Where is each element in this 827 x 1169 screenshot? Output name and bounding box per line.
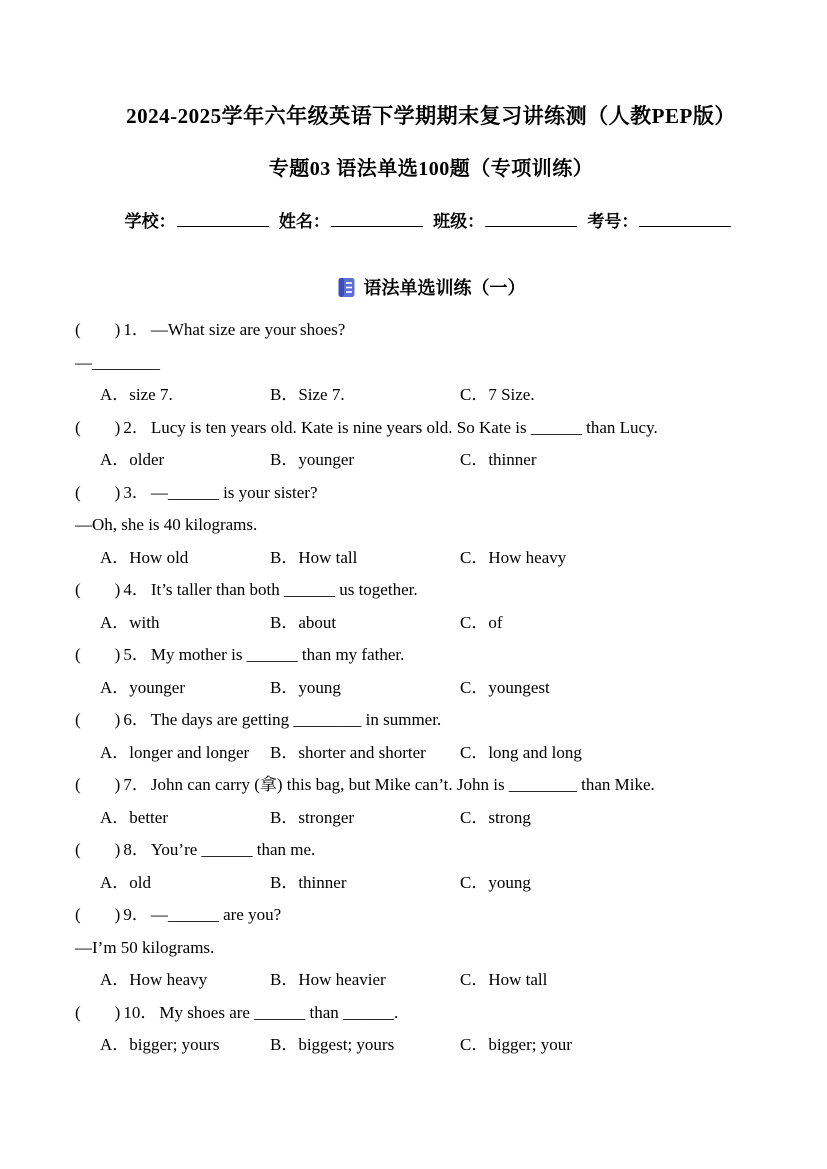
question-text: It’s taller than both ______ us together. — [150, 580, 418, 599]
answer-parentheses: ( ) — [75, 775, 121, 794]
option-c: C．of — [460, 612, 503, 632]
question-extra-line: —I’m 50 kilograms. — [75, 937, 215, 957]
answer-parentheses: ( ) — [75, 417, 121, 437]
option-a: A．size 7. — [100, 385, 173, 404]
options-row — [75, 542, 787, 575]
option-a: A．bigger; yours — [100, 1035, 220, 1054]
name-label: 姓名： — [278, 212, 330, 231]
school-label: 学校： — [124, 212, 176, 231]
answer-parentheses: ( ) — [75, 645, 121, 664]
question-line — [75, 899, 787, 932]
notebook-icon — [337, 277, 356, 298]
answer-parentheses: ( ) — [75, 482, 121, 502]
question-text: —What size are your shoes? — [150, 320, 346, 339]
options-row — [75, 964, 787, 997]
question-number: 6． — [123, 710, 149, 729]
question-number: 1． — [123, 320, 149, 339]
question-block — [75, 769, 787, 834]
option-a: A．old — [100, 872, 151, 892]
question-number: 7． — [123, 775, 149, 794]
question-text: You’re ______ than me. — [150, 840, 316, 859]
question-line — [75, 704, 787, 737]
question-text: My mother is ______ than my father. — [150, 645, 405, 664]
question-block — [75, 834, 787, 899]
options-row — [75, 379, 787, 412]
option-c: C．How tall — [460, 970, 548, 989]
options-row — [75, 444, 787, 477]
question-text: —______ are you? — [150, 905, 282, 924]
options-row — [75, 672, 787, 705]
answer-parentheses: ( ) — [75, 905, 121, 924]
question-text: —______ is your sister? — [150, 482, 318, 502]
option-a: A．older — [100, 450, 165, 469]
question-block — [75, 314, 787, 412]
options-row — [75, 737, 787, 770]
question-line — [75, 574, 787, 607]
option-c: C．youngest — [460, 677, 550, 697]
question-line — [75, 412, 787, 445]
option-a: A．younger — [100, 677, 185, 697]
option-c: C．young — [460, 872, 531, 892]
question-line — [75, 314, 787, 347]
exam-no-label: 考号： — [587, 212, 639, 231]
option-c: C．7 Size. — [460, 385, 535, 404]
question-number: 5． — [123, 645, 149, 664]
option-c: C．How heavy — [460, 547, 567, 567]
question-extra-lines — [75, 509, 787, 542]
class-label: 班级： — [433, 212, 485, 231]
question-block — [75, 574, 787, 639]
option-a: A．better — [100, 807, 168, 827]
question-line — [75, 769, 787, 802]
question-extra-line: —Oh, she is 40 kilograms. — [75, 515, 258, 534]
option-b: B．Size 7. — [270, 385, 345, 404]
question-list — [75, 314, 787, 1062]
student-info-line — [75, 207, 787, 232]
question-text: My shoes are ______ than ______. — [159, 1002, 399, 1022]
question-number: 3． — [123, 482, 149, 502]
answer-parentheses: ( ) — [75, 710, 121, 729]
options-row — [75, 867, 787, 900]
document-subtitle: 专题03 语法单选100题（专项训练） — [268, 158, 594, 180]
option-b: B．thinner — [270, 872, 347, 892]
question-line — [75, 639, 787, 672]
question-block — [75, 899, 787, 997]
answer-parentheses: ( ) — [75, 1002, 121, 1022]
question-number: 9． — [123, 905, 149, 924]
options-row — [75, 802, 787, 835]
question-extra-lines — [75, 347, 787, 380]
question-number: 8． — [123, 840, 149, 859]
question-line — [75, 834, 787, 867]
options-row — [75, 1029, 787, 1062]
question-block — [75, 477, 787, 575]
question-number: 10． — [123, 1002, 158, 1022]
question-number: 4． — [123, 580, 149, 599]
option-c: C．thinner — [460, 450, 537, 469]
question-number: 2． — [123, 417, 149, 437]
option-a: A．longer and longer — [100, 742, 250, 762]
document-title: 2024-2025学年六年级英语下学期期末复习讲练测（人教PEP版） — [126, 104, 736, 128]
options-row — [75, 607, 787, 640]
question-text: Lucy is ten years old. Kate is nine years old. So Kate is ______ than Lucy. — [150, 417, 658, 437]
option-c: C．long and long — [460, 742, 582, 762]
question-line — [75, 477, 787, 510]
name-blank — [331, 210, 423, 227]
option-b: B．How tall — [270, 547, 358, 567]
question-line — [75, 997, 787, 1030]
question-block — [75, 997, 787, 1062]
school-blank — [177, 210, 269, 227]
question-text: John can carry (拿) this bag, but Mike can’t. John is ________ than Mike. — [150, 775, 655, 794]
answer-parentheses: ( ) — [75, 840, 121, 859]
option-c: C．strong — [460, 807, 531, 827]
answer-parentheses: ( ) — [75, 320, 121, 339]
question-block — [75, 704, 787, 769]
question-text: The days are getting ________ in summer. — [150, 710, 442, 729]
question-block — [75, 639, 787, 704]
option-b: B．biggest; yours — [270, 1035, 395, 1054]
option-a: A．How old — [100, 547, 189, 567]
option-b: B．stronger — [270, 807, 355, 827]
option-b: B．younger — [270, 450, 355, 469]
option-b: B．How heavier — [270, 970, 386, 989]
question-extra-lines — [75, 932, 787, 965]
option-b: B．young — [270, 677, 341, 697]
option-b: B．shorter and shorter — [270, 742, 426, 762]
section-header — [75, 274, 787, 300]
exam-no-blank — [639, 210, 731, 227]
section-title: 语法单选训练（一） — [363, 278, 526, 298]
question-extra-line: —________ — [75, 352, 160, 372]
option-c: C．bigger; your — [460, 1035, 572, 1054]
question-block — [75, 412, 787, 477]
option-a: A．How heavy — [100, 970, 208, 989]
answer-parentheses: ( ) — [75, 580, 121, 599]
option-b: B．about — [270, 612, 337, 632]
option-a: A．with — [100, 612, 160, 632]
class-blank — [485, 210, 577, 227]
